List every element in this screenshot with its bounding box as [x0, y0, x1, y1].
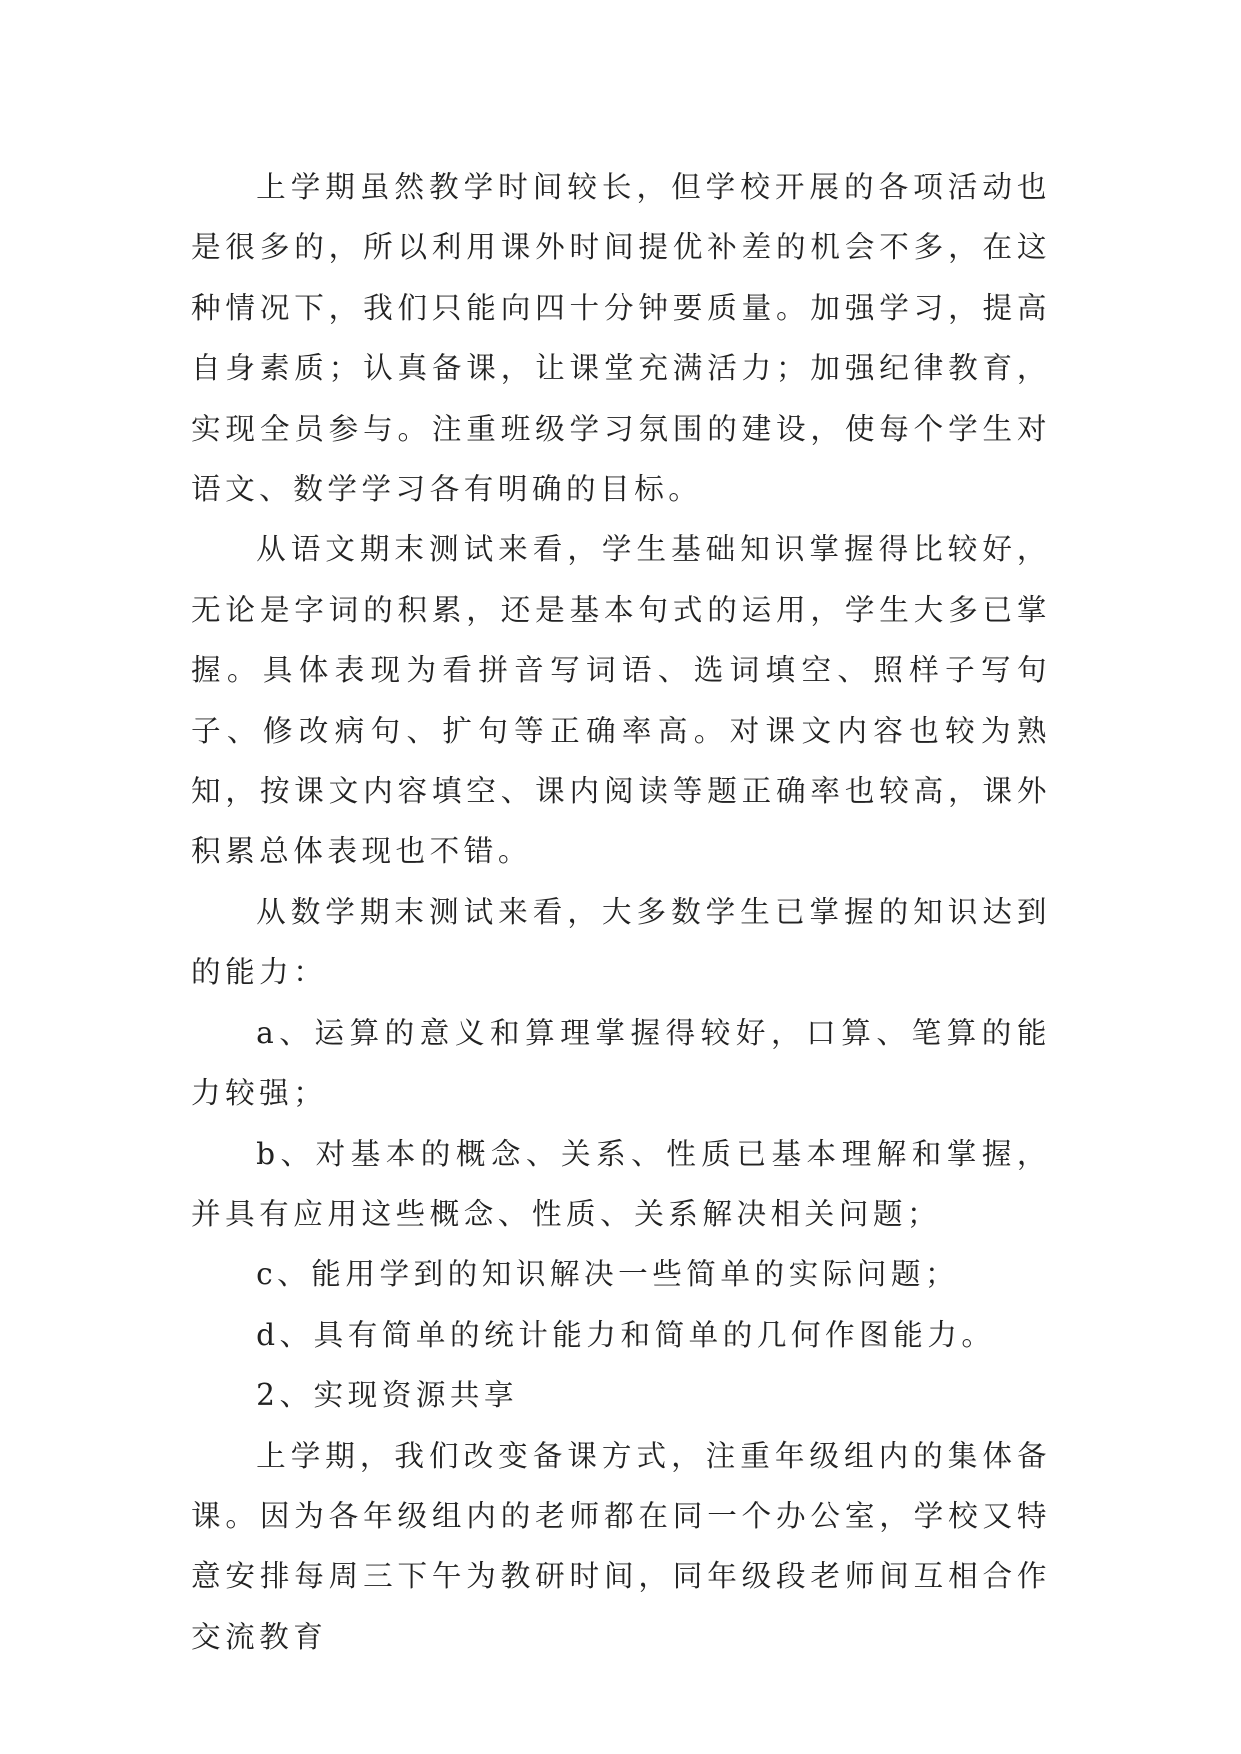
document-page — [191, 157, 1051, 1667]
list-item-d: d、具有简单的统计能力和简单的几何作图能力。 — [256, 1317, 996, 1352]
list-item-b: b、对基本的概念、关系、性质已基本理解和掌握，并具有应用这些概念、性质、关系解决相关问题； — [191, 1136, 1051, 1231]
paragraph-math-test-intro: 从数学期末测试来看，大多数学生已掌握的知识达到的能力： — [191, 894, 1051, 990]
list-item-a: a、运算的意义和算理掌握得较好，口算、笔算的能力较强； — [191, 1015, 1051, 1111]
paragraph-teaching-quality: 上学期虽然教学时间较长，但学校开展的各项活动也是很多的，所以利用课外时间提优补差的机会不多，在这种情况下，我们只能向四十分钟要质量。加强学习，提高自身素质；认真备课，让课堂充满活力；加强纪律教育，实现全员参与。注重班级学习氛围的建设，使每个学生对语文、数学学习各有明确的目标。 — [191, 170, 1051, 507]
list-item-c: c、能用学到的知识解决一些简单的实际问题； — [256, 1257, 960, 1292]
section-heading-resource-sharing: 2、实现资源共享 — [256, 1378, 519, 1413]
paragraph-chinese-test-analysis: 从语文期末测试来看，学生基础知识掌握得比较好，无论是字词的积累，还是基本句式的运用，学生大多已掌握。具体表现为看拼音写词语、选词填空、照样子写句子、修改病句、扩句等正确率高。对课文内容也较为熟知，按课文内容填空、课内阅读等题正确率也较高，课外积累总体表现也不错。 — [191, 532, 1051, 869]
paragraph-collective-lesson-prep: 上学期，我们改变备课方式，注重年级组内的集体备课。因为各年级组内的老师都在同一个办公室，学校又特意安排每周三下午为教研时间，同年级段老师间互相合作交流教育 — [191, 1438, 1051, 1654]
